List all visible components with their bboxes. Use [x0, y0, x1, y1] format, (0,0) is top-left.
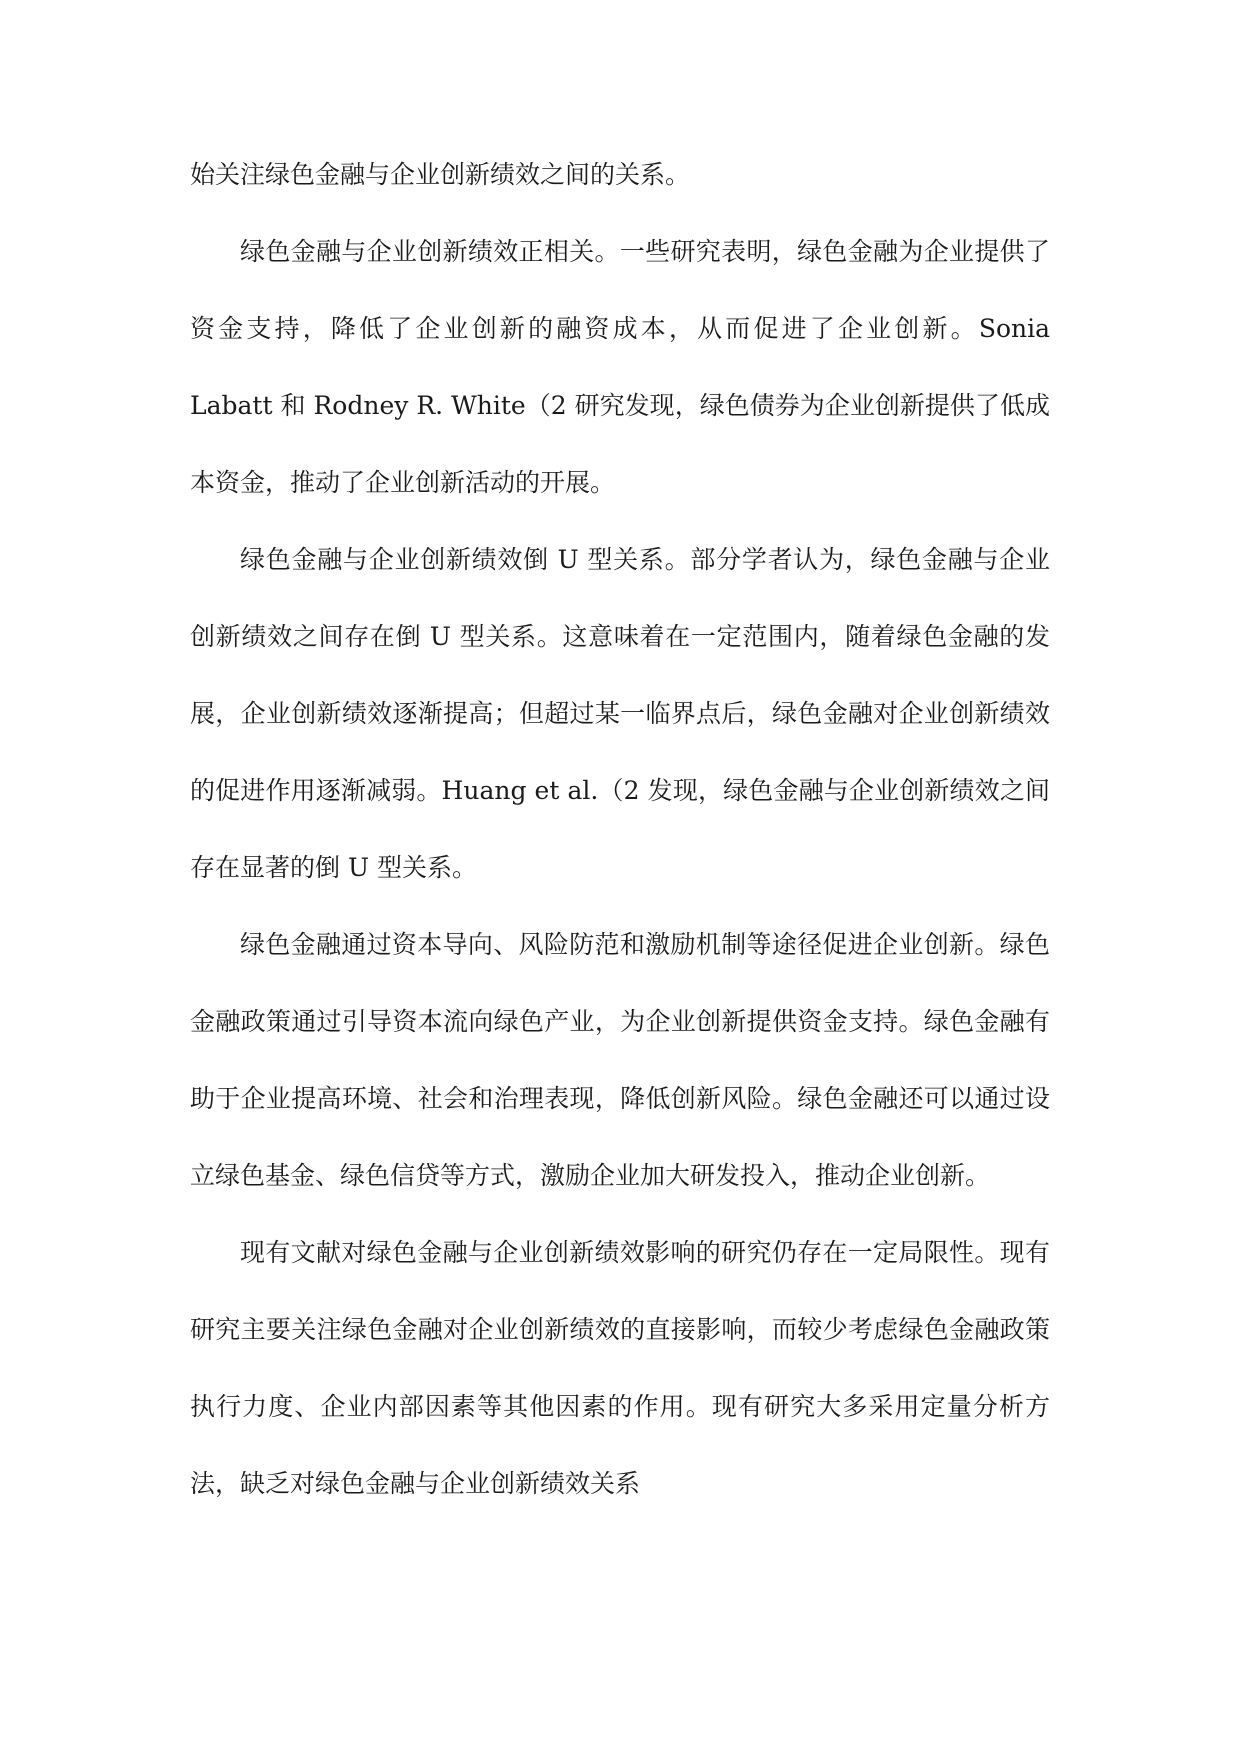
paragraph-continued: 始关注绿色金融与企业创新绩效之间的关系。: [190, 160, 691, 189]
paragraph-positive-correlation: 绿色金融与企业创新绩效正相关。一些研究表明，绿色金融为企业提供了资金支持，降低了企业创新的融资成本，从而促进了企业创新。Sonia Labatt 和 Rodney R. White（2 研究发现，绿色债券为企业创新提供了低成本资金，推动了企业创新活动的开展。: [190, 237, 1050, 497]
paragraph-mechanisms: 绿色金融通过资本导向、风险防范和激励机制等途径促进企业创新。绿色金融政策通过引导资本流向绿色产业，为企业创新提供资金支持。绿色金融有助于企业提高环境、社会和治理表现，降低创新风险。绿色金融还可以通过设立绿色基金、绿色信贷等方式，激励企业加大研发投入，推动企业创新。: [190, 930, 1050, 1190]
paragraph-inverted-u: 绿色金融与企业创新绩效倒 U 型关系。部分学者认为，绿色金融与企业创新绩效之间存在倒 U 型关系。这意味着在一定范围内，随着绿色金融的发展，企业创新绩效逐渐提高；但超过某一临界点后，绿色金融对企业创新绩效的促进作用逐渐减弱。Huang et al.（2 发现，绿色金融与企业创新绩效之间存在显著的倒 U 型关系。: [190, 545, 1050, 882]
paragraph-limitations: 现有文献对绿色金融与企业创新绩效影响的研究仍存在一定局限性。现有研究主要关注绿色金融对企业创新绩效的直接影响，而较少考虑绿色金融政策执行力度、企业内部因素等其他因素的作用。现有研究大多采用定量分析方法，缺乏对绿色金融与企业创新绩效关系: [190, 1238, 1050, 1498]
document-body: [190, 136, 1050, 1522]
